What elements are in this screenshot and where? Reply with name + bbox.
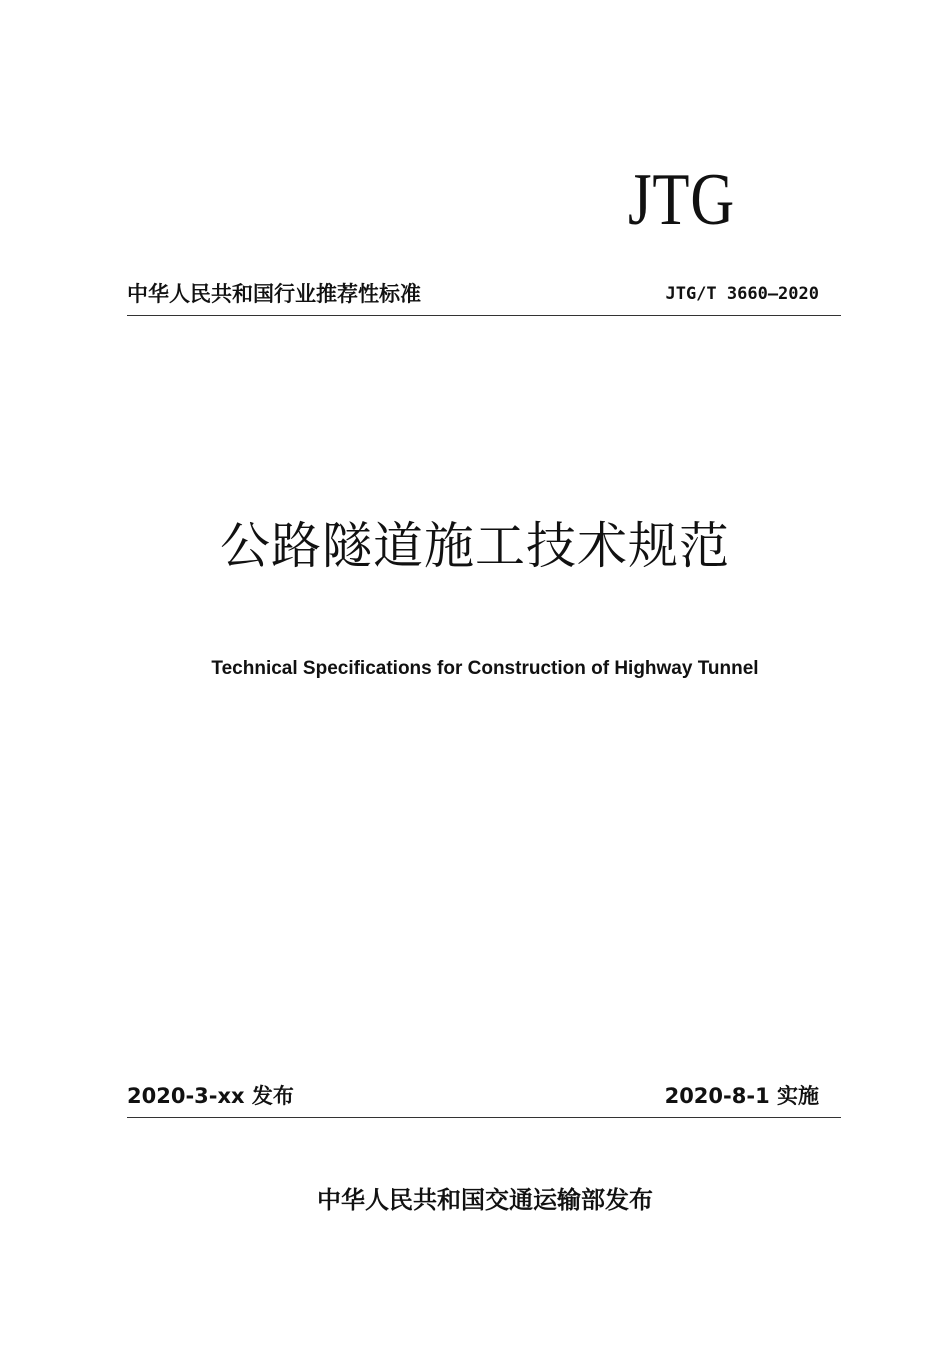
standard-category: 中华人民共和国行业推荐性标准: [127, 282, 421, 306]
document-title-english: Technical Specifications for Construction of Highway Tunnel: [211, 658, 759, 679]
standard-code: JTG/T 3660—2020: [665, 284, 819, 304]
footer-divider: [127, 1117, 841, 1118]
jtg-logo: JTG: [628, 159, 735, 241]
issue-date: 2020-3-xx 发布: [127, 1084, 294, 1108]
document-title-chinese: 公路隧道施工技术规范: [220, 517, 730, 575]
date-row: [127, 1080, 841, 1112]
publisher: 中华人民共和国交通运输部发布: [317, 1186, 653, 1214]
effective-date: 2020-8-1 实施: [664, 1084, 819, 1108]
header-divider: [127, 315, 841, 316]
standard-header: [127, 278, 841, 310]
